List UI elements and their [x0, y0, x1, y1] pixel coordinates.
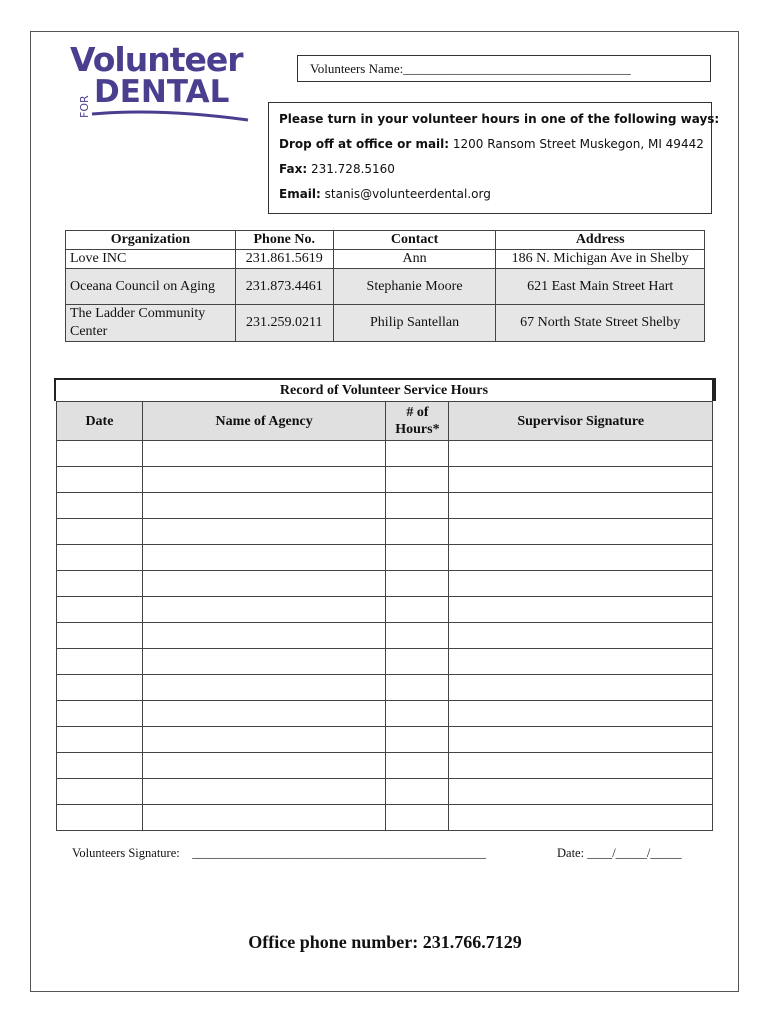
table-row: [57, 441, 713, 467]
agency-cell[interactable]: [142, 493, 386, 519]
date-cell[interactable]: [57, 623, 143, 649]
org-name: Oceana Council on Aging: [66, 269, 236, 305]
hours-cell[interactable]: [386, 779, 449, 805]
table-row: [57, 623, 713, 649]
info-heading: Please turn in your volunteer hours in one of the following ways:: [279, 112, 720, 126]
supervisor-signature-cell[interactable]: [449, 727, 713, 753]
hours-cell[interactable]: [386, 597, 449, 623]
date-cell[interactable]: [57, 649, 143, 675]
org-name: The Ladder Community Center: [66, 305, 236, 342]
table-row: [57, 753, 713, 779]
org-name: Love INC: [66, 250, 236, 269]
hours-cell[interactable]: [386, 675, 449, 701]
supervisor-signature-cell[interactable]: [449, 571, 713, 597]
date-blank[interactable]: ____/_____/_____: [587, 846, 682, 860]
record-header-date: Date: [57, 402, 143, 441]
org-header-organization: Organization: [66, 231, 236, 250]
agency-cell[interactable]: [142, 597, 386, 623]
date-cell[interactable]: [57, 701, 143, 727]
org-header-address: Address: [496, 231, 705, 250]
supervisor-signature-cell[interactable]: [449, 623, 713, 649]
supervisor-signature-cell[interactable]: [449, 467, 713, 493]
hours-cell[interactable]: [386, 753, 449, 779]
date-cell[interactable]: [57, 805, 143, 831]
submission-info-box: [268, 102, 720, 214]
hours-cell[interactable]: [386, 545, 449, 571]
hours-cell[interactable]: [386, 571, 449, 597]
dropoff-address: 1200 Ransom Street Muskegon, MI 49442: [449, 137, 704, 151]
table-row: [57, 571, 713, 597]
org-address: 621 East Main Street Hart: [496, 269, 705, 305]
organizations-table: [65, 230, 705, 342]
date-cell[interactable]: [57, 727, 143, 753]
agency-cell[interactable]: [142, 805, 386, 831]
hours-cell[interactable]: [386, 493, 449, 519]
date-cell[interactable]: [57, 493, 143, 519]
supervisor-signature-cell[interactable]: [449, 493, 713, 519]
supervisor-signature-cell[interactable]: [449, 701, 713, 727]
date-cell[interactable]: [57, 779, 143, 805]
supervisor-signature-cell[interactable]: [449, 649, 713, 675]
record-header-agency: Name of Agency: [142, 402, 386, 441]
supervisor-signature-cell[interactable]: [449, 779, 713, 805]
date-cell[interactable]: [57, 571, 143, 597]
email-label: Email:: [279, 187, 321, 201]
agency-cell[interactable]: [142, 727, 386, 753]
logo-for-text: FOR: [78, 95, 91, 118]
agency-cell[interactable]: [142, 441, 386, 467]
agency-cell[interactable]: [142, 649, 386, 675]
hours-cell[interactable]: [386, 441, 449, 467]
supervisor-signature-cell[interactable]: [449, 675, 713, 701]
volunteer-for-dental-logo: [70, 40, 250, 122]
agency-cell[interactable]: [142, 675, 386, 701]
table-row: [57, 727, 713, 753]
agency-cell[interactable]: [142, 779, 386, 805]
table-row: [57, 467, 713, 493]
supervisor-signature-cell[interactable]: [449, 545, 713, 571]
agency-cell[interactable]: [142, 545, 386, 571]
table-row: [57, 493, 713, 519]
volunteer-name-field[interactable]: Volunteers Name:___________________________________: [297, 55, 711, 82]
table-row: [57, 675, 713, 701]
org-contact: Ann: [333, 250, 496, 269]
table-row: [66, 250, 705, 269]
dropoff-label: Drop off at office or mail:: [279, 137, 450, 151]
org-header-contact: Contact: [333, 231, 496, 250]
supervisor-signature-cell[interactable]: [449, 519, 713, 545]
org-address: 186 N. Michigan Ave in Shelby: [496, 250, 705, 269]
table-row: [57, 701, 713, 727]
org-phone: 231.861.5619: [235, 250, 333, 269]
date-cell[interactable]: [57, 467, 143, 493]
hours-cell[interactable]: [386, 805, 449, 831]
signature-label: Volunteers Signature:: [72, 846, 180, 860]
date-cell[interactable]: [57, 545, 143, 571]
org-address: 67 North State Street Shelby: [496, 305, 705, 342]
table-row: [57, 597, 713, 623]
date-cell[interactable]: [57, 753, 143, 779]
fax-label: Fax:: [279, 162, 308, 176]
office-phone: Office phone number: 231.766.7129: [248, 932, 522, 952]
agency-cell[interactable]: [142, 623, 386, 649]
supervisor-signature-cell[interactable]: [449, 753, 713, 779]
fax-number: 231.728.5160: [307, 162, 395, 176]
table-row: [57, 545, 713, 571]
date-label: Date:: [557, 846, 585, 860]
hours-cell[interactable]: [386, 727, 449, 753]
record-header-hours: # of Hours*: [386, 402, 449, 441]
logo-dental-text: DENTAL: [94, 74, 230, 110]
agency-cell[interactable]: [142, 467, 386, 493]
hours-cell[interactable]: [386, 467, 449, 493]
supervisor-signature-cell[interactable]: [449, 805, 713, 831]
table-row: [57, 519, 713, 545]
volunteer-signature-line[interactable]: [72, 846, 486, 861]
date-cell[interactable]: [57, 519, 143, 545]
hours-cell[interactable]: [386, 701, 449, 727]
agency-cell[interactable]: [142, 519, 386, 545]
date-cell[interactable]: [57, 441, 143, 467]
table-row: [57, 805, 713, 831]
table-row: [57, 779, 713, 805]
table-row: [66, 269, 705, 305]
logo-wave-icon: [70, 40, 250, 122]
hours-cell[interactable]: [386, 519, 449, 545]
org-phone: 231.259.0211: [235, 305, 333, 342]
supervisor-signature-cell[interactable]: [449, 597, 713, 623]
record-header-signature: Supervisor Signature: [449, 402, 713, 441]
table-row: [57, 649, 713, 675]
logo-volunteer-text: Volunteer: [70, 40, 243, 79]
org-contact: Stephanie Moore: [333, 269, 496, 305]
agency-cell[interactable]: [142, 753, 386, 779]
date-cell[interactable]: [57, 597, 143, 623]
record-title: Record of Volunteer Service Hours: [54, 378, 714, 401]
table-row: [66, 305, 705, 342]
signature-date-line[interactable]: [557, 846, 682, 861]
supervisor-signature-cell[interactable]: [449, 441, 713, 467]
hours-cell[interactable]: [386, 649, 449, 675]
org-header-phone: Phone No.: [235, 231, 333, 250]
org-contact: Philip Santellan: [333, 305, 496, 342]
hours-cell[interactable]: [386, 623, 449, 649]
date-cell[interactable]: [57, 675, 143, 701]
service-hours-table: [56, 401, 713, 831]
email-address: stanis@volunteerdental.org: [320, 187, 491, 201]
agency-cell[interactable]: [142, 701, 386, 727]
signature-blank[interactable]: _______________________________________________: [192, 846, 486, 860]
org-phone: 231.873.4461: [235, 269, 333, 305]
agency-cell[interactable]: [142, 571, 386, 597]
